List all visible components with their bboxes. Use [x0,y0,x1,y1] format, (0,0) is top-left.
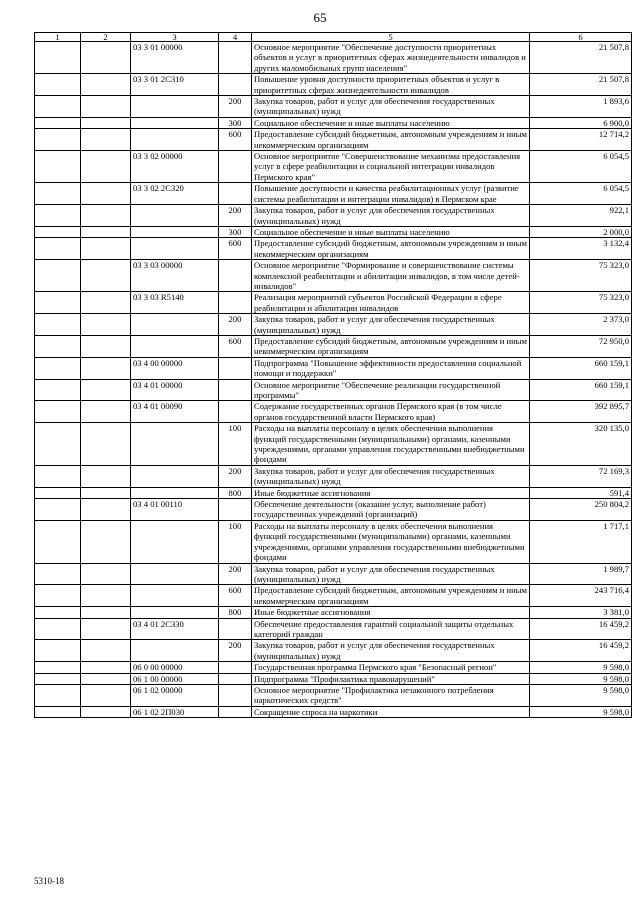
table-row [35,563,632,585]
cell-col-1 [35,74,81,96]
description-cell: Обеспечение деятельности (оказание услуг, выполнение работ) государственных учреждений (организаций) [252,499,530,521]
cell-col-1 [35,706,81,717]
expense-type-cell: 200 [219,563,252,585]
description-cell: Основное мероприятие "Профилактика незаконного потребления наркотических средств" [252,684,530,706]
description-cell: Закупка товаров, работ и услуг для обеспечения государственных (муниципальных) нужд [252,314,530,336]
program-code-cell: 03 4 01 00110 [131,499,219,521]
amount-cell: 660 159,1 [530,357,632,379]
description-cell: Расходы на выплаты персоналу в целях обеспечения выполнения функций государственными (муниципальными) органами, казенными учреждениями, органами управления государственными внебюджетными фондами [252,423,530,466]
program-code-cell [131,205,219,227]
program-code-cell: 03 3 03 00000 [131,260,219,292]
expense-type-cell [219,618,252,640]
expense-type-cell: 200 [219,314,252,336]
program-code-cell [131,585,219,607]
cell-col-1 [35,205,81,227]
program-code-cell [131,314,219,336]
table-row [35,401,632,423]
column-header-1: 1 [35,33,81,42]
expense-type-cell [219,401,252,423]
cell-col-2 [81,117,131,128]
cell-col-2 [81,314,131,336]
program-code-cell: 03 3 03 R5140 [131,292,219,314]
expense-type-cell: 600 [219,129,252,151]
program-code-cell: 06 1 02 2П030 [131,706,219,717]
expense-type-cell: 100 [219,423,252,466]
program-code-cell [131,423,219,466]
program-code-cell: 03 3 02 00000 [131,151,219,183]
cell-col-2 [81,618,131,640]
cell-col-1 [35,662,81,673]
table-row [35,151,632,183]
cell-col-2 [81,684,131,706]
table-header-row [35,33,632,42]
amount-cell: 2 373,0 [530,314,632,336]
cell-col-1 [35,226,81,237]
cell-col-1 [35,42,81,74]
cell-col-2 [81,238,131,260]
cell-col-1 [35,292,81,314]
expense-type-cell: 200 [219,465,252,487]
program-code-cell: 03 4 01 00000 [131,379,219,401]
column-header-4: 4 [219,33,252,42]
table-row [35,607,632,618]
cell-col-1 [35,563,81,585]
amount-cell: 16 459,2 [530,640,632,662]
cell-col-1 [35,379,81,401]
expense-type-cell [219,357,252,379]
expense-type-cell [219,706,252,717]
table-row [35,226,632,237]
amount-cell: 16 459,2 [530,618,632,640]
cell-col-1 [35,357,81,379]
description-cell: Закупка товаров, работ и услуг для обеспечения государственных (муниципальных) нужд [252,205,530,227]
table-row [35,42,632,74]
cell-col-2 [81,129,131,151]
description-cell: Иные бюджетные ассигнования [252,607,530,618]
page-number: 65 [313,10,327,25]
table-row [35,292,632,314]
cell-col-2 [81,662,131,673]
cell-col-2 [81,379,131,401]
amount-cell: 6 054,5 [530,151,632,183]
program-code-cell [131,563,219,585]
cell-col-2 [81,260,131,292]
expense-type-cell [219,183,252,205]
table-row [35,487,632,498]
amount-cell: 6 900,0 [530,117,632,128]
amount-cell: 6 054,5 [530,183,632,205]
table-row [35,585,632,607]
description-cell: Государственная программа Пермского края "Безопасный регион" [252,662,530,673]
expense-type-cell: 200 [219,205,252,227]
program-code-cell [131,96,219,118]
amount-cell: 591,4 [530,487,632,498]
cell-col-2 [81,357,131,379]
cell-col-2 [81,423,131,466]
cell-col-1 [35,314,81,336]
description-cell: Предоставление субсидий бюджетным, автономным учреждениям и иным некоммерческим организациям [252,129,530,151]
cell-col-2 [81,607,131,618]
program-code-cell: 06 1 02 00000 [131,684,219,706]
column-header-2: 2 [81,33,131,42]
table-row [35,379,632,401]
table-row [35,499,632,521]
description-cell: Закупка товаров, работ и услуг для обеспечения государственных (муниципальных) нужд [252,465,530,487]
expense-type-cell [219,42,252,74]
expense-type-cell [219,673,252,684]
cell-col-1 [35,117,81,128]
table-row [35,260,632,292]
cell-col-1 [35,238,81,260]
amount-cell: 922,1 [530,205,632,227]
table-row [35,96,632,118]
table-body [35,42,632,718]
cell-col-2 [81,563,131,585]
program-code-cell [131,607,219,618]
program-code-cell [131,520,219,563]
expense-type-cell: 800 [219,487,252,498]
table-row [35,129,632,151]
table-row [35,662,632,673]
table-row [35,357,632,379]
amount-cell: 12 714,2 [530,129,632,151]
cell-col-2 [81,205,131,227]
cell-col-2 [81,520,131,563]
cell-col-2 [81,673,131,684]
expense-type-cell: 600 [219,238,252,260]
program-code-cell: 03 4 00 00000 [131,357,219,379]
program-code-cell: 03 3 02 2С320 [131,183,219,205]
table-row [35,673,632,684]
table-row [35,465,632,487]
description-cell: Основное мероприятие "Совершенствование механизма предоставления услуг в сфере реабилитации и социальной интеграции инвалидов Пермского края" [252,151,530,183]
cell-col-2 [81,585,131,607]
expense-type-cell: 200 [219,96,252,118]
table-row [35,706,632,717]
cell-col-1 [35,401,81,423]
cell-col-2 [81,487,131,498]
cell-col-2 [81,74,131,96]
description-cell: Подпрограмма "Повышение эффективности предоставления социальной помощи и поддержки" [252,357,530,379]
expense-type-cell [219,260,252,292]
table-row [35,423,632,466]
cell-col-1 [35,335,81,357]
amount-cell: 1 893,6 [530,96,632,118]
footer-code: 5310-18 [34,876,64,886]
amount-cell: 9 598,0 [530,673,632,684]
amount-cell: 9 598,0 [530,684,632,706]
cell-col-2 [81,499,131,521]
expense-type-cell [219,151,252,183]
program-code-cell [131,465,219,487]
description-cell: Сокращение спроса на наркотики [252,706,530,717]
budget-table [34,32,632,718]
amount-cell: 21 507,8 [530,42,632,74]
cell-col-2 [81,335,131,357]
cell-col-2 [81,226,131,237]
cell-col-1 [35,183,81,205]
column-header-3: 3 [131,33,219,42]
cell-col-2 [81,401,131,423]
amount-cell: 9 598,0 [530,662,632,673]
table-row [35,238,632,260]
expense-type-cell [219,499,252,521]
table-row [35,640,632,662]
amount-cell: 3 381,0 [530,607,632,618]
description-cell: Основное мероприятие "Обеспечение доступности приоритетных объектов и услуг в приоритетных сферах жизнедеятельности инвалидов и других маломобильных групп населения" [252,42,530,74]
cell-col-1 [35,673,81,684]
table-row [35,520,632,563]
expense-type-cell: 600 [219,335,252,357]
program-code-cell [131,487,219,498]
cell-col-2 [81,42,131,74]
column-header-5: 5 [252,33,530,42]
amount-cell: 320 135,0 [530,423,632,466]
table-row [35,618,632,640]
program-code-cell: 03 4 01 00090 [131,401,219,423]
description-cell: Основное мероприятие "Формирование и совершенствование системы комплексной реабилитации и абилитации инвалидов, в том числе детей-инвалидов" [252,260,530,292]
amount-cell: 1 989,7 [530,563,632,585]
amount-cell: 9 598,0 [530,706,632,717]
expense-type-cell: 200 [219,640,252,662]
description-cell: Предоставление субсидий бюджетным, автономным учреждениям и иным некоммерческим организациям [252,238,530,260]
cell-col-1 [35,684,81,706]
column-header-6: 6 [530,33,632,42]
description-cell: Повышение доступности и качества реабилитационных услуг (развитие системы реабилитации и интеграции инвалидов) в Пермском крае [252,183,530,205]
table-row [35,314,632,336]
expense-type-cell: 600 [219,585,252,607]
cell-col-1 [35,585,81,607]
description-cell: Расходы на выплаты персоналу в целях обеспечения выполнения функций государственными (муниципальными) органами, казенными учреждениями, органами управления государственными внебюджетными фондами [252,520,530,563]
amount-cell: 3 132,4 [530,238,632,260]
program-code-cell [131,640,219,662]
program-code-cell: 06 1 00 00000 [131,673,219,684]
cell-col-1 [35,151,81,183]
expense-type-cell: 800 [219,607,252,618]
program-code-cell: 03 3 01 2С310 [131,74,219,96]
cell-col-2 [81,96,131,118]
expense-type-cell [219,292,252,314]
program-code-cell [131,117,219,128]
cell-col-2 [81,640,131,662]
program-code-cell [131,335,219,357]
cell-col-1 [35,618,81,640]
table-row [35,335,632,357]
description-cell: Социальное обеспечение и иные выплаты населению [252,117,530,128]
description-cell: Обеспечение предоставления гарантий социальной защиты отдельных категорий граждан [252,618,530,640]
cell-col-1 [35,499,81,521]
expense-type-cell [219,74,252,96]
program-code-cell: 03 3 01 00000 [131,42,219,74]
cell-col-1 [35,129,81,151]
table-row [35,117,632,128]
description-cell: Иные бюджетные ассигнования [252,487,530,498]
amount-cell: 21 507,8 [530,74,632,96]
cell-col-2 [81,292,131,314]
description-cell: Предоставление субсидий бюджетным, автономным учреждениям и иным некоммерческим организациям [252,335,530,357]
cell-col-1 [35,260,81,292]
table-row [35,74,632,96]
expense-type-cell: 100 [219,520,252,563]
program-code-cell: 03 4 01 2С330 [131,618,219,640]
cell-col-1 [35,607,81,618]
cell-col-2 [81,465,131,487]
program-code-cell [131,226,219,237]
cell-col-1 [35,640,81,662]
amount-cell: 250 804,2 [530,499,632,521]
cell-col-1 [35,465,81,487]
description-cell: Закупка товаров, работ и услуг для обеспечения государственных (муниципальных) нужд [252,563,530,585]
amount-cell: 75 323,0 [530,292,632,314]
amount-cell: 392 895,7 [530,401,632,423]
cell-col-2 [81,183,131,205]
description-cell: Основное мероприятие "Обеспечение реализации государственной программы" [252,379,530,401]
cell-col-1 [35,487,81,498]
cell-col-1 [35,520,81,563]
cell-col-1 [35,96,81,118]
expense-type-cell [219,662,252,673]
program-code-cell [131,238,219,260]
program-code-cell [131,129,219,151]
amount-cell: 72 950,0 [530,335,632,357]
amount-cell: 1 717,1 [530,520,632,563]
cell-col-2 [81,151,131,183]
amount-cell: 2 000,0 [530,226,632,237]
cell-col-2 [81,706,131,717]
description-cell: Реализация мероприятий субъектов Российской Федерации в сфере реабилитации и абилитации инвалидов [252,292,530,314]
description-cell: Закупка товаров, работ и услуг для обеспечения государственных (муниципальных) нужд [252,640,530,662]
cell-col-1 [35,423,81,466]
expense-type-cell [219,684,252,706]
description-cell: Подпрограмма "Профилактика правонарушений" [252,673,530,684]
table-row [35,684,632,706]
expense-type-cell: 300 [219,117,252,128]
expense-type-cell: 300 [219,226,252,237]
description-cell: Предоставление субсидий бюджетным, автономным учреждениям и иным некоммерческим организациям [252,585,530,607]
amount-cell: 243 716,4 [530,585,632,607]
description-cell: Повышение уровня доступности приоритетных объектов и услуг в приоритетных сферах жизнедеятельности инвалидов [252,74,530,96]
table-row [35,205,632,227]
amount-cell: 75 323,0 [530,260,632,292]
description-cell: Содержание государственных органов Пермского края (в том числе органов государственной власти Пермского края) [252,401,530,423]
description-cell: Социальное обеспечение и иные выплаты населению [252,226,530,237]
amount-cell: 72 169,3 [530,465,632,487]
expense-type-cell [219,379,252,401]
table-row [35,183,632,205]
amount-cell: 660 159,1 [530,379,632,401]
program-code-cell: 06 0 00 00000 [131,662,219,673]
description-cell: Закупка товаров, работ и услуг для обеспечения государственных (муниципальных) нужд [252,96,530,118]
